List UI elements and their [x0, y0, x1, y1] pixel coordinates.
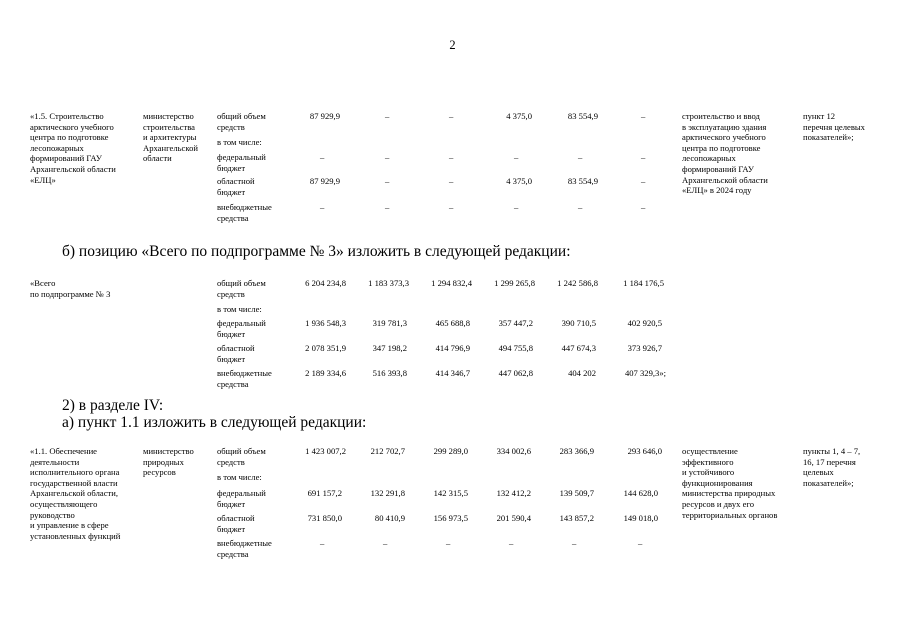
value-cell: 156 973,5: [433, 513, 468, 523]
value-cell: 1 184 176,5: [623, 278, 664, 288]
value-cell: 1 299 265,8: [494, 278, 535, 288]
value-cell: –: [385, 111, 390, 121]
row-label-incl: в том числе:: [217, 137, 262, 147]
executor: министерство природных ресурсов: [143, 446, 194, 478]
value-cell: 691 157,2: [307, 488, 342, 498]
value-cell: –: [514, 152, 519, 162]
value-cell: –: [509, 538, 514, 548]
value-cell: 334 002,6: [496, 446, 531, 456]
value-cell: –: [383, 538, 388, 548]
row-label-total: общий объем средств: [217, 446, 266, 467]
value-cell: 142 315,5: [433, 488, 468, 498]
value-cell: 404 202: [568, 368, 596, 378]
row-label-extra: внебюджетные средства: [217, 538, 272, 559]
instruction-heading-a: а) пункт 1.1 изложить в следующей редакции:: [62, 414, 367, 431]
value-cell: –: [446, 538, 451, 548]
value-cell: 4 375,0: [506, 176, 532, 186]
executor: министерство строительства и архитектуры Архангельской области: [143, 111, 198, 164]
value-cell: 143 857,2: [559, 513, 594, 523]
row-label-extra: внебюджетные средства: [217, 368, 272, 389]
row-label-incl: в том числе:: [217, 472, 262, 482]
target-indicators: пункты 1, 4 – 7, 16, 17 перечня целевых показателей»;: [803, 446, 861, 488]
page-number: 2: [449, 38, 456, 52]
value-cell: –: [641, 152, 646, 162]
value-cell: 4 375,0: [506, 111, 532, 121]
value-cell: 1 423 007,2: [305, 446, 346, 456]
value-cell: –: [320, 538, 325, 548]
value-cell: 87 929,9: [309, 111, 340, 121]
value-cell: 201 590,4: [496, 513, 531, 523]
row-label-regional: областной бюджет: [217, 176, 255, 197]
value-cell: 465 688,8: [435, 318, 470, 328]
instruction-heading-2: 2) в разделе IV:: [62, 397, 164, 414]
value-cell: 319 781,3: [372, 318, 407, 328]
value-cell: 212 702,7: [370, 446, 405, 456]
value-cell: 516 393,8: [372, 368, 407, 378]
value-cell: 144 628,0: [623, 488, 658, 498]
value-cell: –: [514, 202, 519, 212]
value-cell: –: [578, 202, 583, 212]
value-cell: 2 189 334,6: [305, 368, 346, 378]
value-cell: –: [641, 202, 646, 212]
value-cell: 6 204 234,8: [305, 278, 346, 288]
value-cell: –: [385, 152, 390, 162]
value-cell: 83 554,9: [567, 176, 598, 186]
value-cell: 299 289,0: [433, 446, 468, 456]
row-label-incl: в том числе:: [217, 304, 262, 314]
value-cell: –: [320, 152, 325, 162]
value-cell: 293 646,0: [627, 446, 662, 456]
expected-result: строительство и ввод в эксплуатацию здания арктического учебного центра по подготовке лесопожарных формирований ГАУ Архангельской области «ЕЛЦ» в 2024 году: [682, 111, 768, 196]
value-cell: 87 929,9: [309, 176, 340, 186]
value-cell: –: [385, 202, 390, 212]
value-cell: –: [385, 176, 390, 186]
value-cell: 283 366,9: [559, 446, 594, 456]
value-cell: –: [320, 202, 325, 212]
value-cell: 1 936 548,3: [305, 318, 346, 328]
value-cell: 132 291,8: [370, 488, 405, 498]
value-cell: 402 920,5: [627, 318, 662, 328]
value-cell: –: [638, 538, 643, 548]
value-cell: –: [572, 538, 577, 548]
value-cell: 1 183 373,3: [368, 278, 409, 288]
item-title: «1.1. Обеспечение деятельности исполнительного органа государственной власти Архангельской области, осуществляющего руководство и управление в сфере установленных функций: [30, 446, 121, 541]
value-cell: 357 447,2: [498, 318, 533, 328]
instruction-heading-b: б) позицию «Всего по подпрограмме № 3» изложить в следующей редакции:: [62, 243, 571, 260]
value-cell: 139 509,7: [559, 488, 594, 498]
item-title: «1.5. Строительство арктического учебного центра по подготовке лесопожарных формирований ГАУ Архангельской области «ЕЛЦ»: [30, 111, 116, 185]
value-cell: 414 346,7: [435, 368, 470, 378]
value-cell: 390 710,5: [561, 318, 596, 328]
value-cell: –: [641, 176, 646, 186]
value-cell: 494 755,8: [498, 343, 533, 353]
value-cell: 1 242 586,8: [557, 278, 598, 288]
value-cell: 373 926,7: [627, 343, 662, 353]
item-title: «Всего по подпрограмме № 3: [30, 278, 111, 299]
row-label-federal: федеральный бюджет: [217, 152, 266, 173]
row-label-extra: внебюджетные средства: [217, 202, 272, 223]
value-cell: 149 018,0: [623, 513, 658, 523]
value-cell: 447 062,8: [498, 368, 533, 378]
value-cell: 447 674,3: [561, 343, 596, 353]
target-indicators: пункт 12 перечня целевых показателей»;: [803, 111, 865, 143]
value-cell: 414 796,9: [435, 343, 470, 353]
expected-result: осуществление эффективного и устойчивого функционирования министерства природных ресурсов и двух его территориальных органов: [682, 446, 778, 520]
row-label-total: общий объем средств: [217, 111, 266, 132]
value-cell: 1 294 832,4: [431, 278, 472, 288]
value-cell: –: [578, 152, 583, 162]
value-cell: 407 329,3»;: [624, 368, 666, 378]
value-cell: 80 410,9: [374, 513, 405, 523]
value-cell: 132 412,2: [496, 488, 531, 498]
value-cell: –: [449, 176, 454, 186]
value-cell: 731 850,0: [307, 513, 342, 523]
value-cell: –: [449, 111, 454, 121]
row-label-federal: федеральный бюджет: [217, 488, 266, 509]
value-cell: 2 078 351,9: [305, 343, 346, 353]
row-label-regional: областной бюджет: [217, 343, 255, 364]
row-label-total: общий объем средств: [217, 278, 266, 299]
row-label-regional: областной бюджет: [217, 513, 255, 534]
value-cell: 347 198,2: [372, 343, 407, 353]
row-label-federal: федеральный бюджет: [217, 318, 266, 339]
value-cell: –: [449, 152, 454, 162]
value-cell: 83 554,9: [567, 111, 598, 121]
value-cell: –: [449, 202, 454, 212]
value-cell: –: [641, 111, 646, 121]
